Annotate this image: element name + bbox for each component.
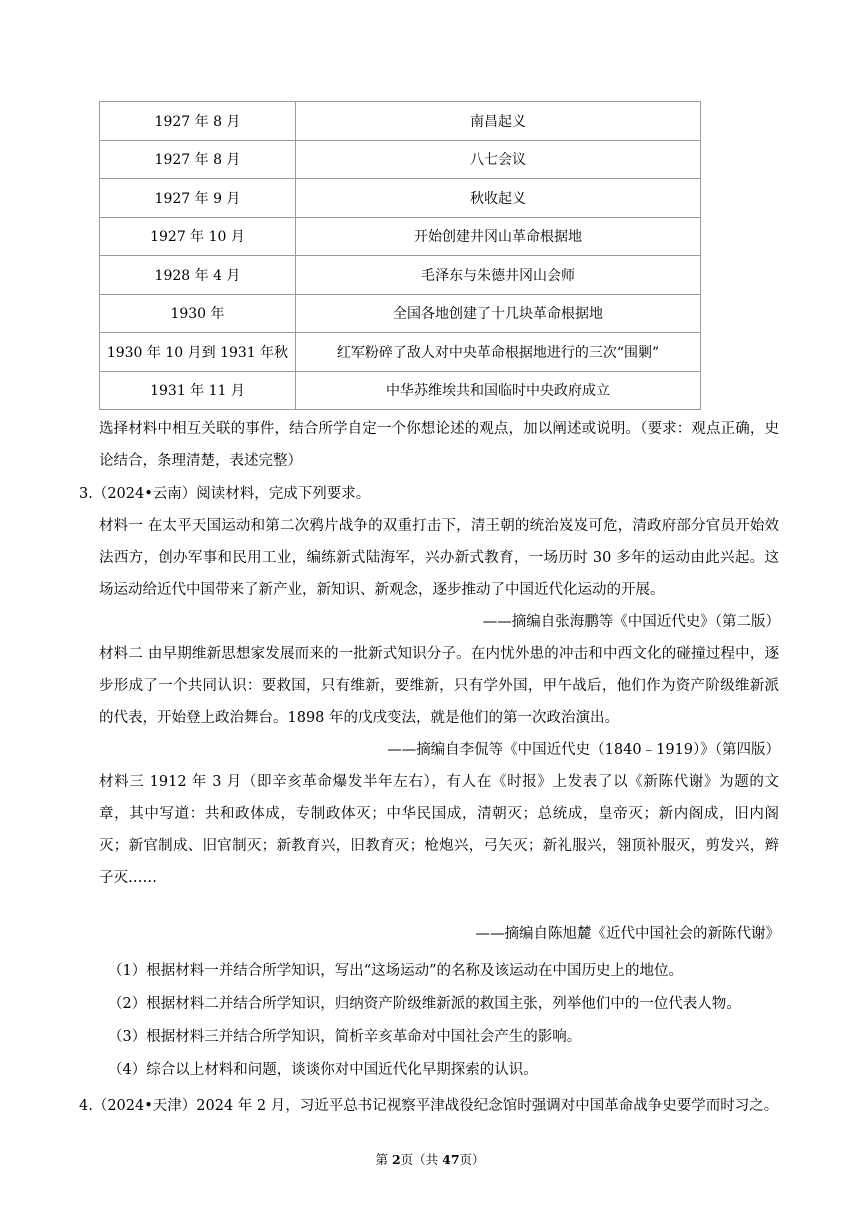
footer-total-pages: 47 — [442, 1152, 460, 1167]
sub-question-1: （1）根据材料一并结合所学知识，写出“这场运动”的名称及该运动在中国历史上的地位。 — [108, 963, 684, 979]
table-row — [100, 179, 701, 218]
table-row — [100, 294, 701, 333]
table-row — [100, 140, 701, 179]
footer-page-number: 2 — [391, 1152, 401, 1167]
event-cell: 全国各地创建了十几块革命根据地 — [296, 294, 701, 333]
event-cell: 南昌起义 — [296, 102, 701, 141]
footer-middle: 页（共 — [400, 1152, 443, 1167]
table-row — [100, 256, 701, 295]
sub-question-3: （3）根据材料三并结合所学知识，简析辛亥革命对中国社会产生的影响。 — [108, 1029, 582, 1045]
sub-question-4: （4）综合以上材料和问题，谈谈你对中国近代化早期探索的认识。 — [108, 1062, 538, 1078]
footer-suffix: 页） — [459, 1152, 485, 1167]
table-row — [100, 217, 701, 256]
date-cell: 1928 年 4 月 — [100, 256, 296, 295]
material-3-source: ——摘编自陈旭麓《近代中国社会的新陈代谢》 — [475, 926, 780, 942]
material-1: 材料一 在太平天国运动和第二次鸦片战争的双重打击下，清王朝的统治岌岌可危，清政府部分官员开始效法西方，创办军事和民用工业，编练新式陆海军，兴办新式教育，一场历时 30 多年的运动由此兴起。这场运动给近代中国带来了新产业，新知识、新观念，逐步推动了中国近代化运动的开展。 — [99, 518, 779, 598]
date-cell: 1930 年 — [100, 294, 296, 333]
table-row — [100, 333, 701, 372]
date-cell: 1931 年 11 月 — [100, 371, 296, 410]
date-cell: 1927 年 8 月 — [100, 140, 296, 179]
date-cell: 1927 年 9 月 — [100, 179, 296, 218]
event-cell: 毛泽东与朱德井冈山会师 — [296, 256, 701, 295]
sub-question-2: （2）根据材料二并结合所学知识，归纳资产阶级维新派的救国主张，列举他们中的一位代表人物。 — [108, 996, 741, 1012]
event-cell: 中华苏维埃共和国临时中央政府成立 — [296, 371, 701, 410]
q4-header: 4.（2024•天津）2024 年 2 月，习近平总书记视察平津战役纪念馆时强调对中国革命战争史要学而时习之。 — [79, 1098, 779, 1114]
event-cell: 红军粉碎了敌人对中央革命根据地进行的三次“围剿” — [296, 333, 701, 372]
date-cell: 1927 年 10 月 — [100, 217, 296, 256]
event-cell: 八七会议 — [296, 140, 701, 179]
material-2-source: ——摘编自李侃等《中国近代史（1840﹣1919）》（第四版） — [387, 742, 780, 758]
footer-prefix: 第 — [375, 1152, 392, 1167]
q2-instruction: 选择材料中相互关联的事件，结合所学自定一个你想论述的观点，加以阐述或说明。（要求：观点正确，史论结合，条理清楚，表述完整） — [99, 421, 779, 469]
date-cell: 1930 年 10 月到 1931 年秋 — [100, 333, 296, 372]
material-1-source: ——摘编自张海鹏等《中国近代史》（第二版） — [482, 614, 780, 630]
table-row — [100, 102, 701, 141]
material-2: 材料二 由早期维新思想家发展而来的一批新式知识分子。在内忧外患的冲击和中西文化的碰撞过程中，逐步形成了一个共同认识：要救国，只有维新，要维新，只有学外国，甲午战后，他们作为资产阶级维新派的代表，开始登上政治舞台。1898 年的戊戌变法，就是他们的第一次政治演出。 — [99, 646, 779, 726]
page-footer — [0, 1150, 860, 1168]
q3-header: 3.（2024•云南）阅读材料，完成下列要求。 — [79, 486, 371, 502]
table-row — [100, 371, 701, 410]
event-cell: 开始创建井冈山革命根据地 — [296, 217, 701, 256]
event-cell: 秋收起义 — [296, 179, 701, 218]
material-3: 材料三 1912 年 3 月（即辛亥革命爆发半年左右），有人在《时报》上发表了以《新陈代谢》为题的文章，其中写道：共和政体成，专制政体灭；中华民国成，清朝灭；总统成，皇帝灭；新内阁成，旧内阁灭；新官制成、旧官制灭；新教育兴，旧教育灭；枪炮兴，弓矢灭；新礼服兴，翎顶补服灭，剪发兴，辫子灭…… — [99, 774, 779, 886]
date-cell: 1927 年 8 月 — [100, 102, 296, 141]
events-table — [99, 101, 701, 410]
